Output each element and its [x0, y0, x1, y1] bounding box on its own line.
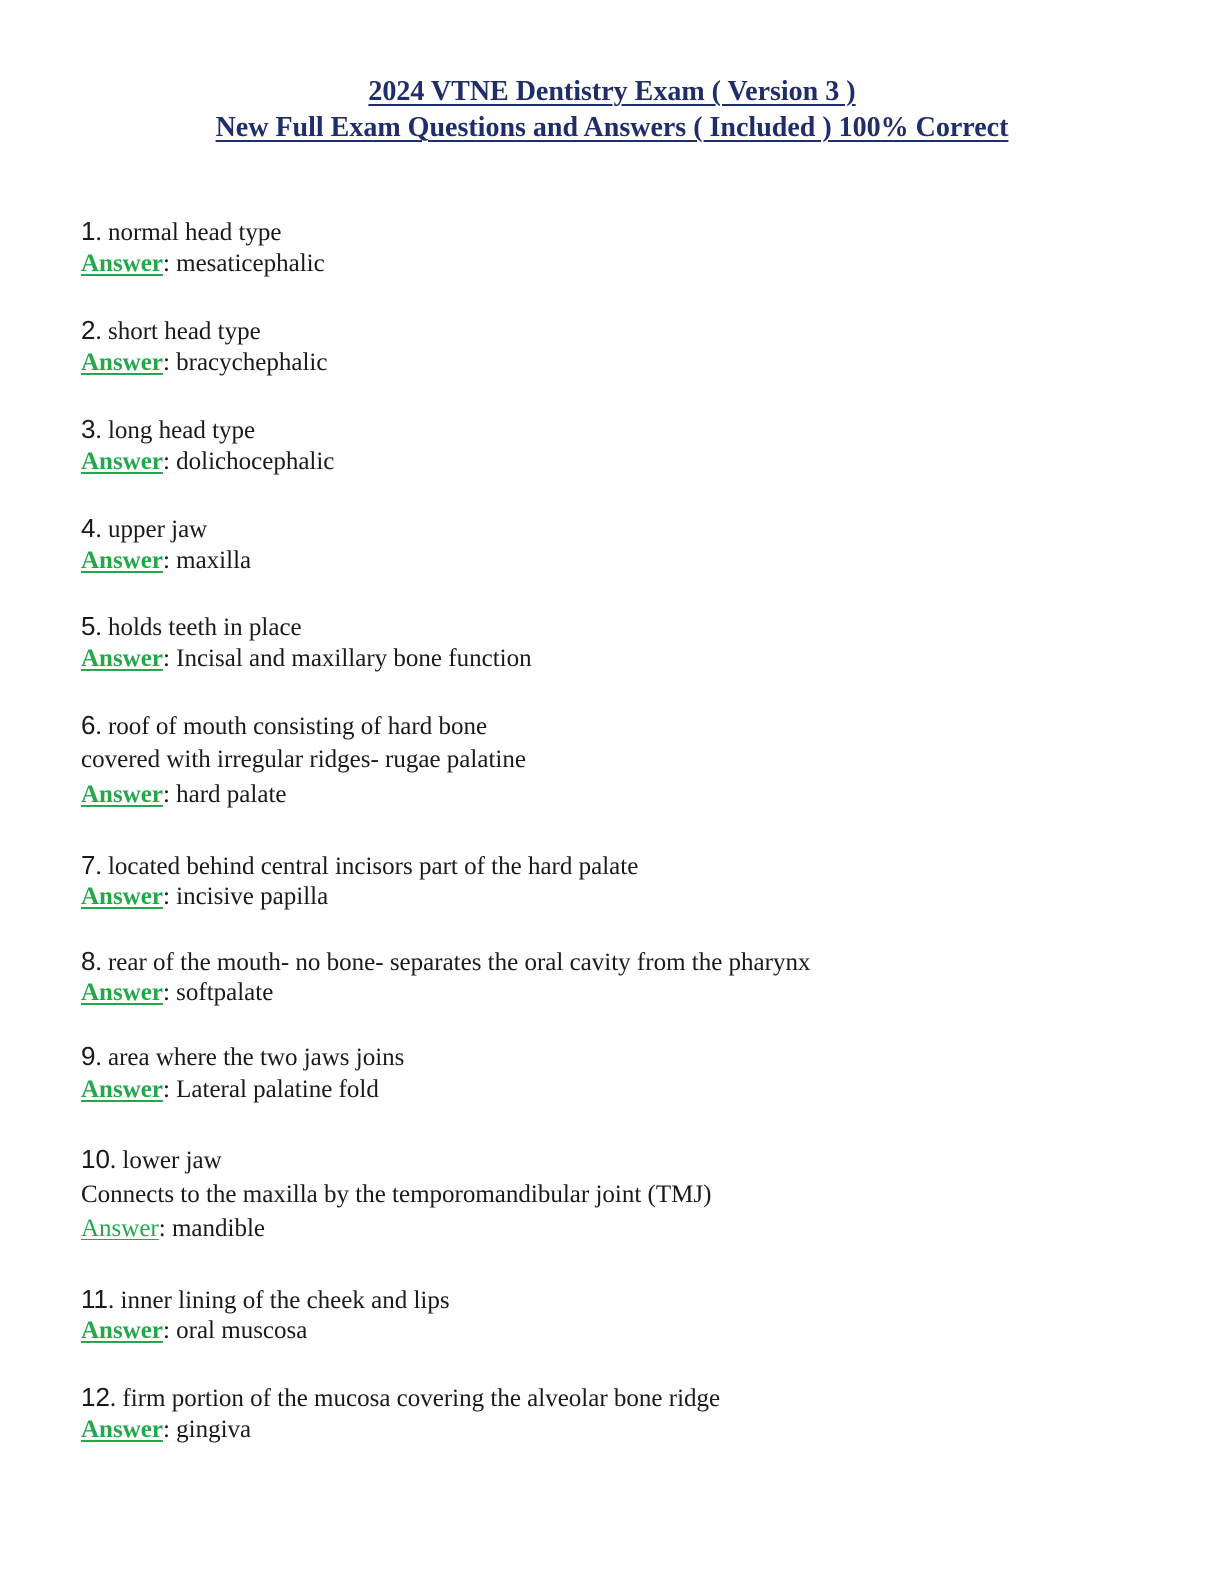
question-12: 12. firm portion of the mucosa covering the alveolar bone ridge — [81, 1382, 721, 1412]
answer-label: Answer — [81, 979, 163, 1006]
question-9: 9. area where the two jaws joins — [81, 1041, 405, 1071]
answer-label: Answer — [81, 883, 163, 910]
answer-label: Answer — [81, 1317, 163, 1344]
question-8: 8. rear of the mouth- no bone- separates the oral cavity from the pharynx — [81, 946, 811, 976]
answer-12: Answer: gingiva — [81, 1416, 252, 1443]
answer-7: Answer: incisive papilla — [81, 883, 329, 910]
answer-2: Answer: bracychephalic — [81, 349, 328, 376]
question-3: 3. long head type — [81, 414, 256, 444]
title-line-2: New Full Exam Questions and Answers ( Included ) 100% Correct — [215, 112, 1009, 143]
answer-label: Answer — [81, 781, 163, 808]
answer-label: Answer — [81, 645, 163, 672]
question-11: 11. inner lining of the cheek and lips — [81, 1284, 450, 1314]
answer-label: Answer — [81, 349, 163, 376]
answer-label: Answer — [81, 250, 163, 277]
title-line-1: 2024 VTNE Dentistry Exam ( Version 3 ) — [368, 76, 856, 107]
question-6: 6. roof of mouth consisting of hard bone — [81, 710, 488, 740]
answer-3: Answer: dolichocephalic — [81, 448, 335, 475]
answer-10: Answer: mandible — [81, 1215, 265, 1242]
question-4: 4. upper jaw — [81, 513, 208, 543]
answer-11: Answer: oral muscosa — [81, 1317, 308, 1344]
question-1: 1. normal head type — [81, 216, 282, 246]
question-10: 10. lower jaw — [81, 1144, 222, 1174]
answer-label: Answer — [81, 547, 163, 574]
answer-9: Answer: Lateral palatine fold — [81, 1076, 379, 1103]
answer-1: Answer: mesaticephalic — [81, 250, 325, 277]
answer-6: Answer: hard palate — [81, 781, 287, 808]
question-10-continued: Connects to the maxilla by the temporomandibular joint (TMJ) — [81, 1181, 712, 1208]
question-7: 7. located behind central incisors part of the hard palate — [81, 850, 639, 880]
question-6-continued: covered with irregular ridges- rugae palatine — [81, 746, 526, 773]
answer-label: Answer — [81, 1215, 159, 1242]
answer-8: Answer: softpalate — [81, 979, 274, 1006]
answer-label: Answer — [81, 1416, 163, 1443]
answer-4: Answer: maxilla — [81, 547, 252, 574]
answer-5: Answer: Incisal and maxillary bone function — [81, 645, 532, 672]
answer-label: Answer — [81, 1076, 163, 1103]
question-2: 2. short head type — [81, 315, 261, 345]
answer-label: Answer — [81, 448, 163, 475]
question-5: 5. holds teeth in place — [81, 611, 302, 641]
